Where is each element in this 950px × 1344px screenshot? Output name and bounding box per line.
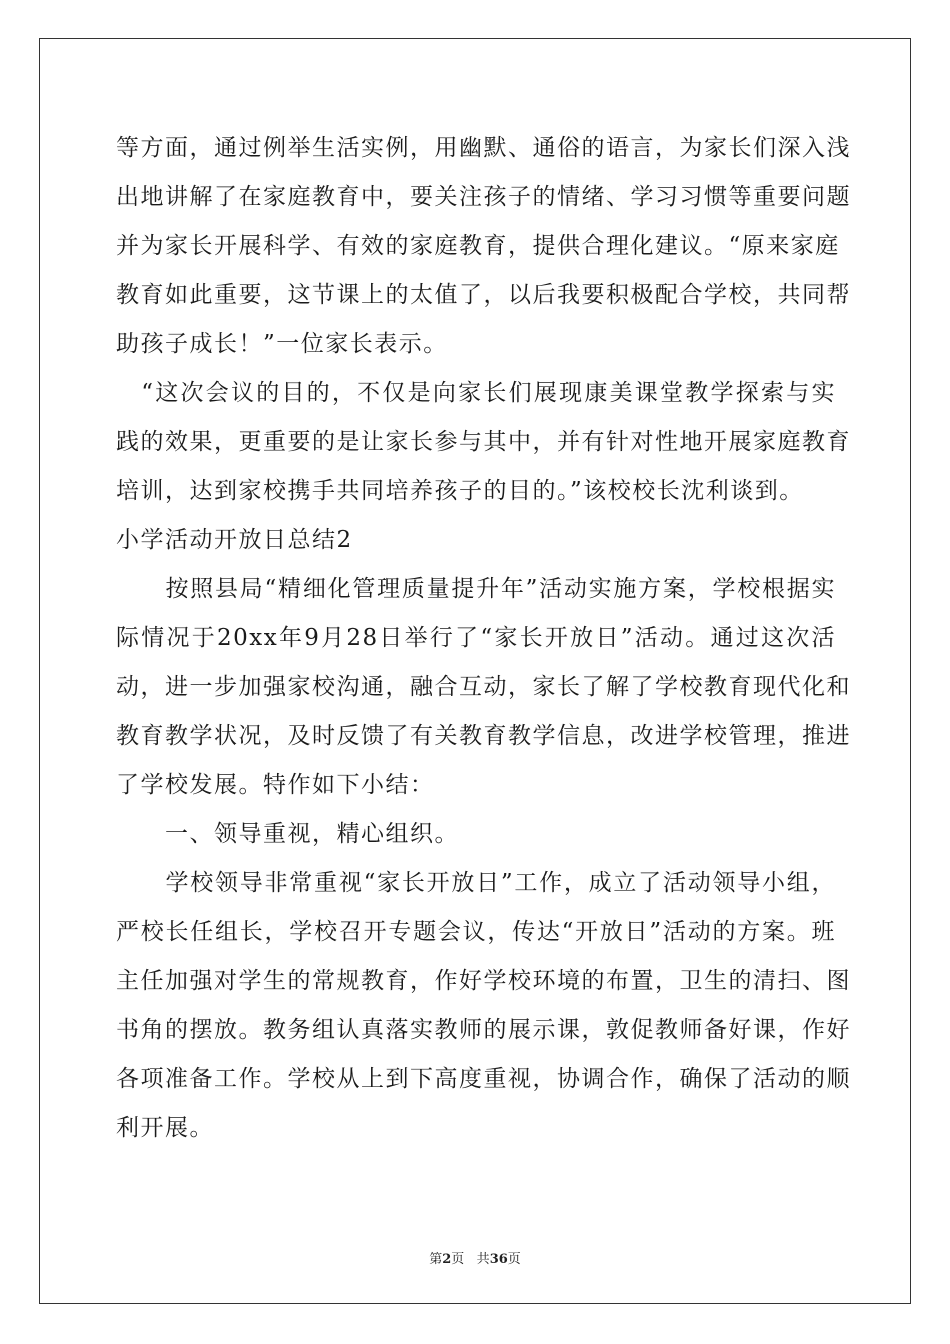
paragraph-line: 助孩子成长！”一位家长表示。: [116, 331, 448, 357]
paragraph-line: 利开展。: [116, 1115, 214, 1141]
section-heading: 小学活动开放日总结2: [116, 527, 353, 553]
paragraph-line: 主任加强对学生的常规教育，作好学校环境的布置，卫生的清扫、图: [116, 968, 851, 994]
paragraph-line: 教育如此重要，这节课上的太值了，以后我要积极配合学校，共同帮: [116, 282, 851, 308]
paragraph-line: 动，进一步加强家校沟通，融合互动，家长了解了学校教育现代化和: [116, 674, 851, 700]
paragraph-line: 际情况于20xx年9月28日举行了“家长开放日”活动。通过这次活: [116, 625, 836, 651]
paragraph-line: 学校领导非常重视“家长开放日”工作，成立了活动领导小组，: [116, 870, 836, 896]
paragraph-line: 了学校发展。特作如下小结：: [116, 772, 435, 798]
paragraph-line: 各项准备工作。学校从上到下高度重视，协调合作，确保了活动的顺: [116, 1066, 851, 1092]
current-page-number: 2: [442, 1252, 452, 1267]
paragraph-line: 严校长任组长，学校召开专题会议，传达“开放日”活动的方案。班: [116, 919, 836, 945]
paragraph-line: 践的效果，更重要的是让家长参与其中，并有针对性地开展家庭教育: [116, 429, 851, 455]
page-prefix: 第: [429, 1252, 443, 1267]
total-prefix: 共: [476, 1252, 490, 1267]
paragraph-line: 等方面，通过例举生活实例，用幽默、通俗的语言，为家长们深入浅: [116, 135, 851, 161]
document-body: [116, 124, 851, 1153]
paragraph-line: 并为家长开展科学、有效的家庭教育，提供合理化建议。“原来家庭: [116, 233, 840, 259]
paragraph-line: 教育教学状况，及时反馈了有关教育教学信息，改进学校管理，推进: [116, 723, 851, 749]
paragraph-line: 书角的摆放。教务组认真落实教师的展示课，敦促教师备好课，作好: [116, 1017, 851, 1043]
page-unit: 页: [451, 1252, 465, 1267]
total-unit: 页: [507, 1252, 521, 1267]
paragraph-line: “这次会议的目的，不仅是向家长们展现康美课堂教学探索与实: [116, 380, 836, 406]
total-page-count: 36: [489, 1252, 508, 1267]
page-footer: [0, 1248, 950, 1267]
paragraph-line: 按照县局“精细化管理质量提升年”活动实施方案，学校根据实: [116, 576, 836, 602]
paragraph-line: 出地讲解了在家庭教育中，要关注孩子的情绪、学习习惯等重要问题: [116, 184, 851, 210]
paragraph-line: 培训，达到家校携手共同培养孩子的目的。”该校校长沈利谈到。: [116, 478, 804, 504]
subheading-line: 一、领导重视，精心组织。: [116, 821, 459, 847]
